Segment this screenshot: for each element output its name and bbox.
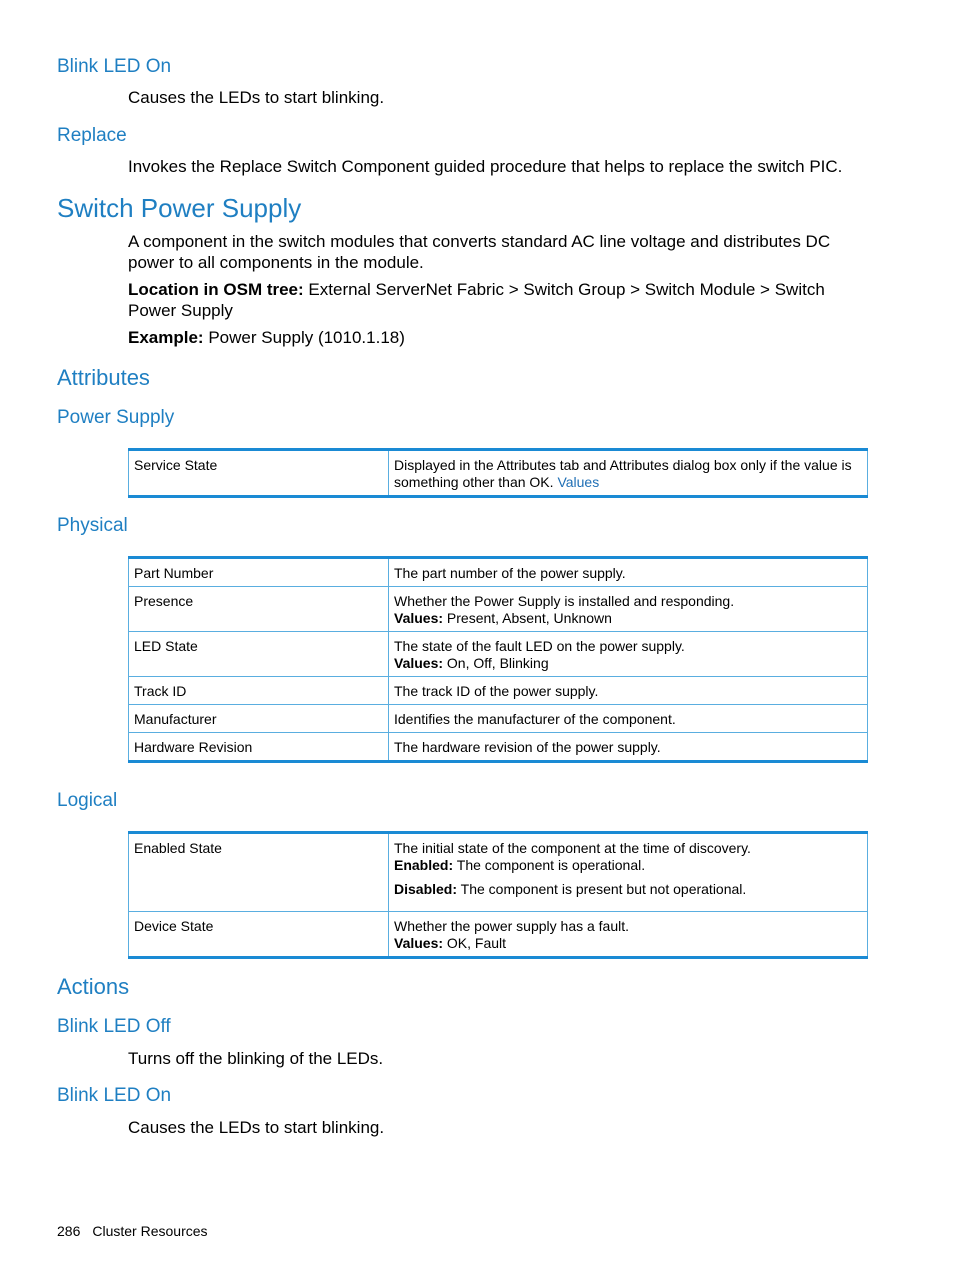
values-link[interactable]: Values	[557, 474, 600, 490]
table-row	[129, 450, 868, 497]
values-line	[394, 610, 862, 627]
enabled-label: Enabled:	[394, 857, 454, 873]
disabled-line	[394, 881, 862, 898]
physical-table	[128, 556, 868, 763]
power-supply-heading: Power Supply	[57, 407, 175, 428]
location-value: External ServerNet Fabric > Switch Group > Switch Module > Switch Power Supply	[128, 280, 825, 320]
example-line	[128, 327, 868, 348]
page-footer	[57, 1223, 220, 1239]
attribute-description	[389, 450, 868, 497]
attribute-description	[389, 912, 868, 958]
blink-led-on-heading-2: Blink LED On	[57, 1085, 172, 1106]
enabled-line	[394, 857, 862, 874]
table-row	[129, 587, 868, 632]
attribute-name: LED State	[129, 632, 389, 677]
power-supply-table	[128, 448, 868, 498]
attribute-description: The track ID of the power supply.	[389, 677, 868, 705]
replace-heading: Replace	[57, 125, 127, 146]
replace-description: Invokes the Replace Switch Component guided procedure that helps to replace the switch PIC.	[128, 157, 843, 176]
values-label: Values:	[394, 610, 444, 626]
description-text: The initial state of the component at the time of discovery.	[394, 840, 751, 856]
page-title: Switch Power Supply	[57, 193, 302, 223]
attribute-name: Part Number	[129, 558, 389, 587]
blink-led-on-description-2: Causes the LEDs to start blinking.	[128, 1118, 385, 1137]
table-row	[129, 833, 868, 912]
values-line	[394, 655, 862, 672]
attribute-name: Hardware Revision	[129, 733, 389, 762]
physical-heading: Physical	[57, 515, 128, 536]
attribute-description	[389, 833, 868, 912]
attribute-name: Presence	[129, 587, 389, 632]
table-row	[129, 677, 868, 705]
attribute-name: Service State	[129, 450, 389, 497]
logical-heading: Logical	[57, 790, 118, 811]
blink-led-off-description: Turns off the blinking of the LEDs.	[128, 1049, 384, 1068]
attribute-description: The part number of the power supply.	[389, 558, 868, 587]
section-intro: A component in the switch modules that converts standard AC line voltage and distributes DC power to all components in the module.	[128, 232, 831, 272]
attribute-name: Enabled State	[129, 833, 389, 912]
attributes-heading: Attributes	[57, 365, 150, 390]
attribute-description	[389, 632, 868, 677]
table-row	[129, 912, 868, 958]
table-row	[129, 558, 868, 587]
description-text: Whether the power supply has a fault.	[394, 918, 630, 934]
attribute-name: Device State	[129, 912, 389, 958]
example-value: Power Supply (1010.1.18)	[208, 328, 405, 347]
page-number: 286	[57, 1223, 81, 1239]
attribute-description: Identifies the manufacturer of the component.	[389, 705, 868, 733]
footer-section-name: Cluster Resources	[92, 1223, 208, 1239]
disabled-text: The component is present but not operational.	[460, 881, 747, 897]
attribute-description	[389, 587, 868, 632]
table-row	[129, 632, 868, 677]
disabled-label: Disabled:	[394, 881, 458, 897]
values-line	[394, 935, 862, 952]
values-label: Values:	[394, 655, 444, 671]
enabled-text: The component is operational.	[456, 857, 646, 873]
attribute-name: Manufacturer	[129, 705, 389, 733]
blink-led-on-heading: Blink LED On	[57, 56, 172, 77]
values-text: OK, Fault	[446, 935, 507, 951]
location-label: Location in OSM tree:	[128, 280, 304, 299]
table-row	[129, 705, 868, 733]
values-label: Values:	[394, 935, 444, 951]
example-label: Example:	[128, 328, 204, 347]
spacer	[394, 874, 862, 881]
blink-led-off-heading: Blink LED Off	[57, 1016, 171, 1037]
description-text: Whether the Power Supply is installed and responding.	[394, 593, 735, 609]
attribute-name: Track ID	[129, 677, 389, 705]
blink-led-on-description: Causes the LEDs to start blinking.	[128, 88, 385, 107]
values-text: On, Off, Blinking	[446, 655, 549, 671]
actions-heading: Actions	[57, 974, 130, 999]
description-text: Displayed in the Attributes tab and Attributes dialog box only if the value is something other than OK.	[394, 457, 852, 490]
attribute-description: The hardware revision of the power supply.	[389, 733, 868, 762]
location-line	[128, 279, 868, 321]
logical-table	[128, 831, 868, 959]
description-text: The state of the fault LED on the power supply.	[394, 638, 685, 654]
values-text: Present, Absent, Unknown	[446, 610, 612, 626]
table-row	[129, 733, 868, 762]
